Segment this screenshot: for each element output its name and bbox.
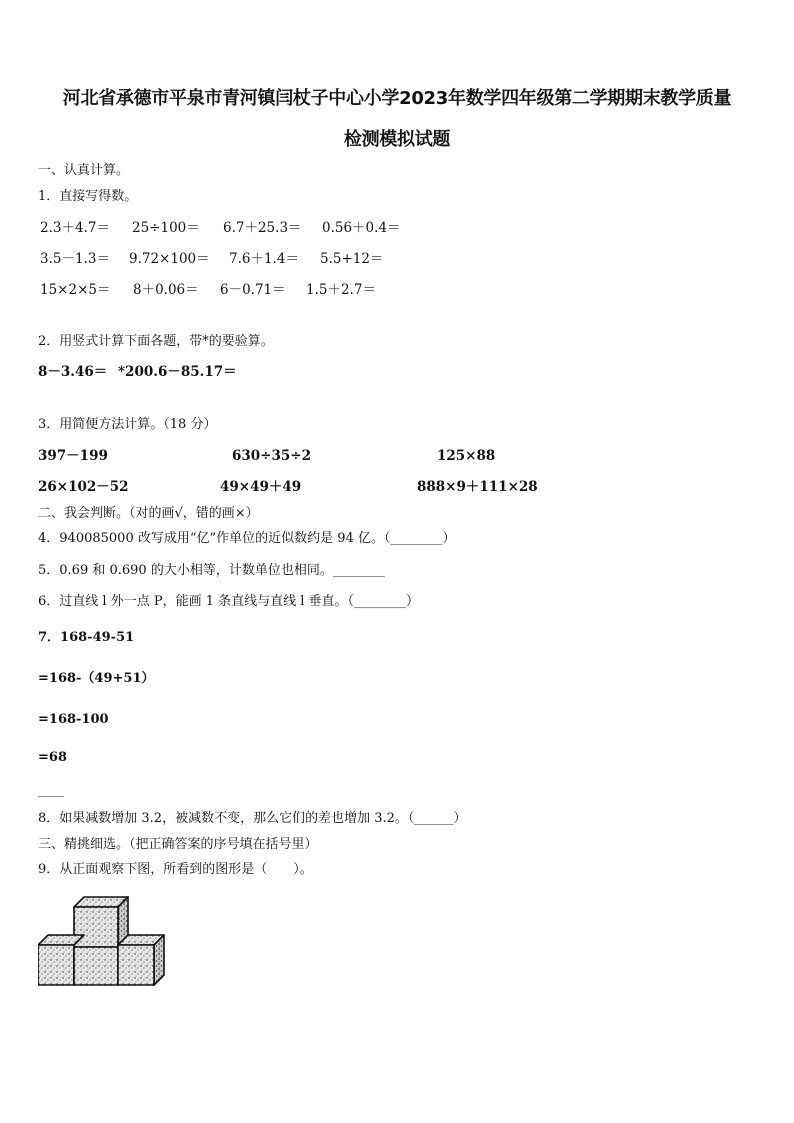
- question-3: 3．用简便方法计算。（18 分）: [38, 417, 217, 432]
- title-line-1: 河北省承德市平泉市青河镇闫杖子中心小学2023年数学四年级第二学期期末教学质量: [62, 88, 732, 109]
- q7-line: =68: [38, 750, 67, 765]
- q1-item: 15×2×5＝: [40, 282, 111, 298]
- question-5: 5．0.69 和 0.690 的大小相等，计数单位也相同。________: [38, 563, 385, 578]
- bottom-right-cube-front: [118, 945, 154, 985]
- cube-figure: [38, 893, 170, 987]
- question-4: 4．940085000 改写成用“亿”作单位的近似数约是 94 亿。（________）: [38, 531, 456, 546]
- q1-item: 5.5+12＝: [320, 251, 384, 267]
- q1-item: 8＋0.06＝: [133, 282, 199, 298]
- q2-item: 8－3.46＝: [38, 364, 108, 380]
- q1-item: 2.3＋4.7＝: [40, 220, 110, 236]
- q1-item: 6.7＋25.3＝: [223, 220, 302, 236]
- q7-line: =168-100: [38, 712, 109, 727]
- q1-item: 3.5－1.3＝: [40, 251, 110, 267]
- top-cube-front-face: [74, 907, 118, 947]
- section-3-heading: 三、精挑细选。（把正确答案的序号填在括号里）: [38, 837, 318, 852]
- q3-item: 397－199: [38, 448, 108, 464]
- q3-item: 26×102－52: [38, 479, 129, 495]
- question-8: 8．如果减数增加 3.2，被减数不变，那么它们的差也增加 3.2。（______）: [38, 811, 467, 826]
- section-1-heading: 一、认真计算。: [38, 163, 130, 178]
- q3-item: 49×49＋49: [220, 479, 302, 495]
- q1-item: 7.6＋1.4＝: [229, 251, 299, 267]
- q1-item: 9.72×100＝: [129, 251, 210, 267]
- bottom-right-cube-side: [154, 935, 164, 985]
- question-1: 1．直接写得数。: [38, 189, 138, 204]
- q3-item: 888×9＋111×28: [417, 479, 538, 495]
- question-2: 2．用竖式计算下面各题，带*的要验算。: [38, 334, 274, 349]
- question-9: 9．从正面观察下图，所看到的图形是（ ）。: [38, 862, 313, 877]
- q3-item: 125×88: [437, 448, 496, 464]
- q7-line: 7．168-49-51: [38, 630, 135, 645]
- bottom-left-cube-front: [38, 945, 74, 985]
- section-2-heading: 二、我会判断。（对的画√，错的画×）: [38, 506, 259, 521]
- question-6: 6．过直线 l 外一点 P，能画 1 条直线与直线 l 垂直。（________）: [38, 594, 420, 609]
- q3-item: 630÷35÷2: [232, 448, 311, 464]
- q1-item: 6－0.71＝: [220, 282, 286, 298]
- q1-item: 25÷100＝: [132, 220, 200, 236]
- q7-answer-blank: ____: [38, 783, 64, 798]
- q1-item: 0.56＋0.4＝: [322, 220, 401, 236]
- q2-item: *200.6－85.17＝: [118, 364, 237, 380]
- q7-line: =168-（49+51）: [38, 671, 155, 686]
- title-line-2: 检测模拟试题: [343, 129, 451, 150]
- bottom-middle-cube-front: [74, 947, 118, 985]
- q1-item: 1.5＋2.7＝: [306, 282, 376, 298]
